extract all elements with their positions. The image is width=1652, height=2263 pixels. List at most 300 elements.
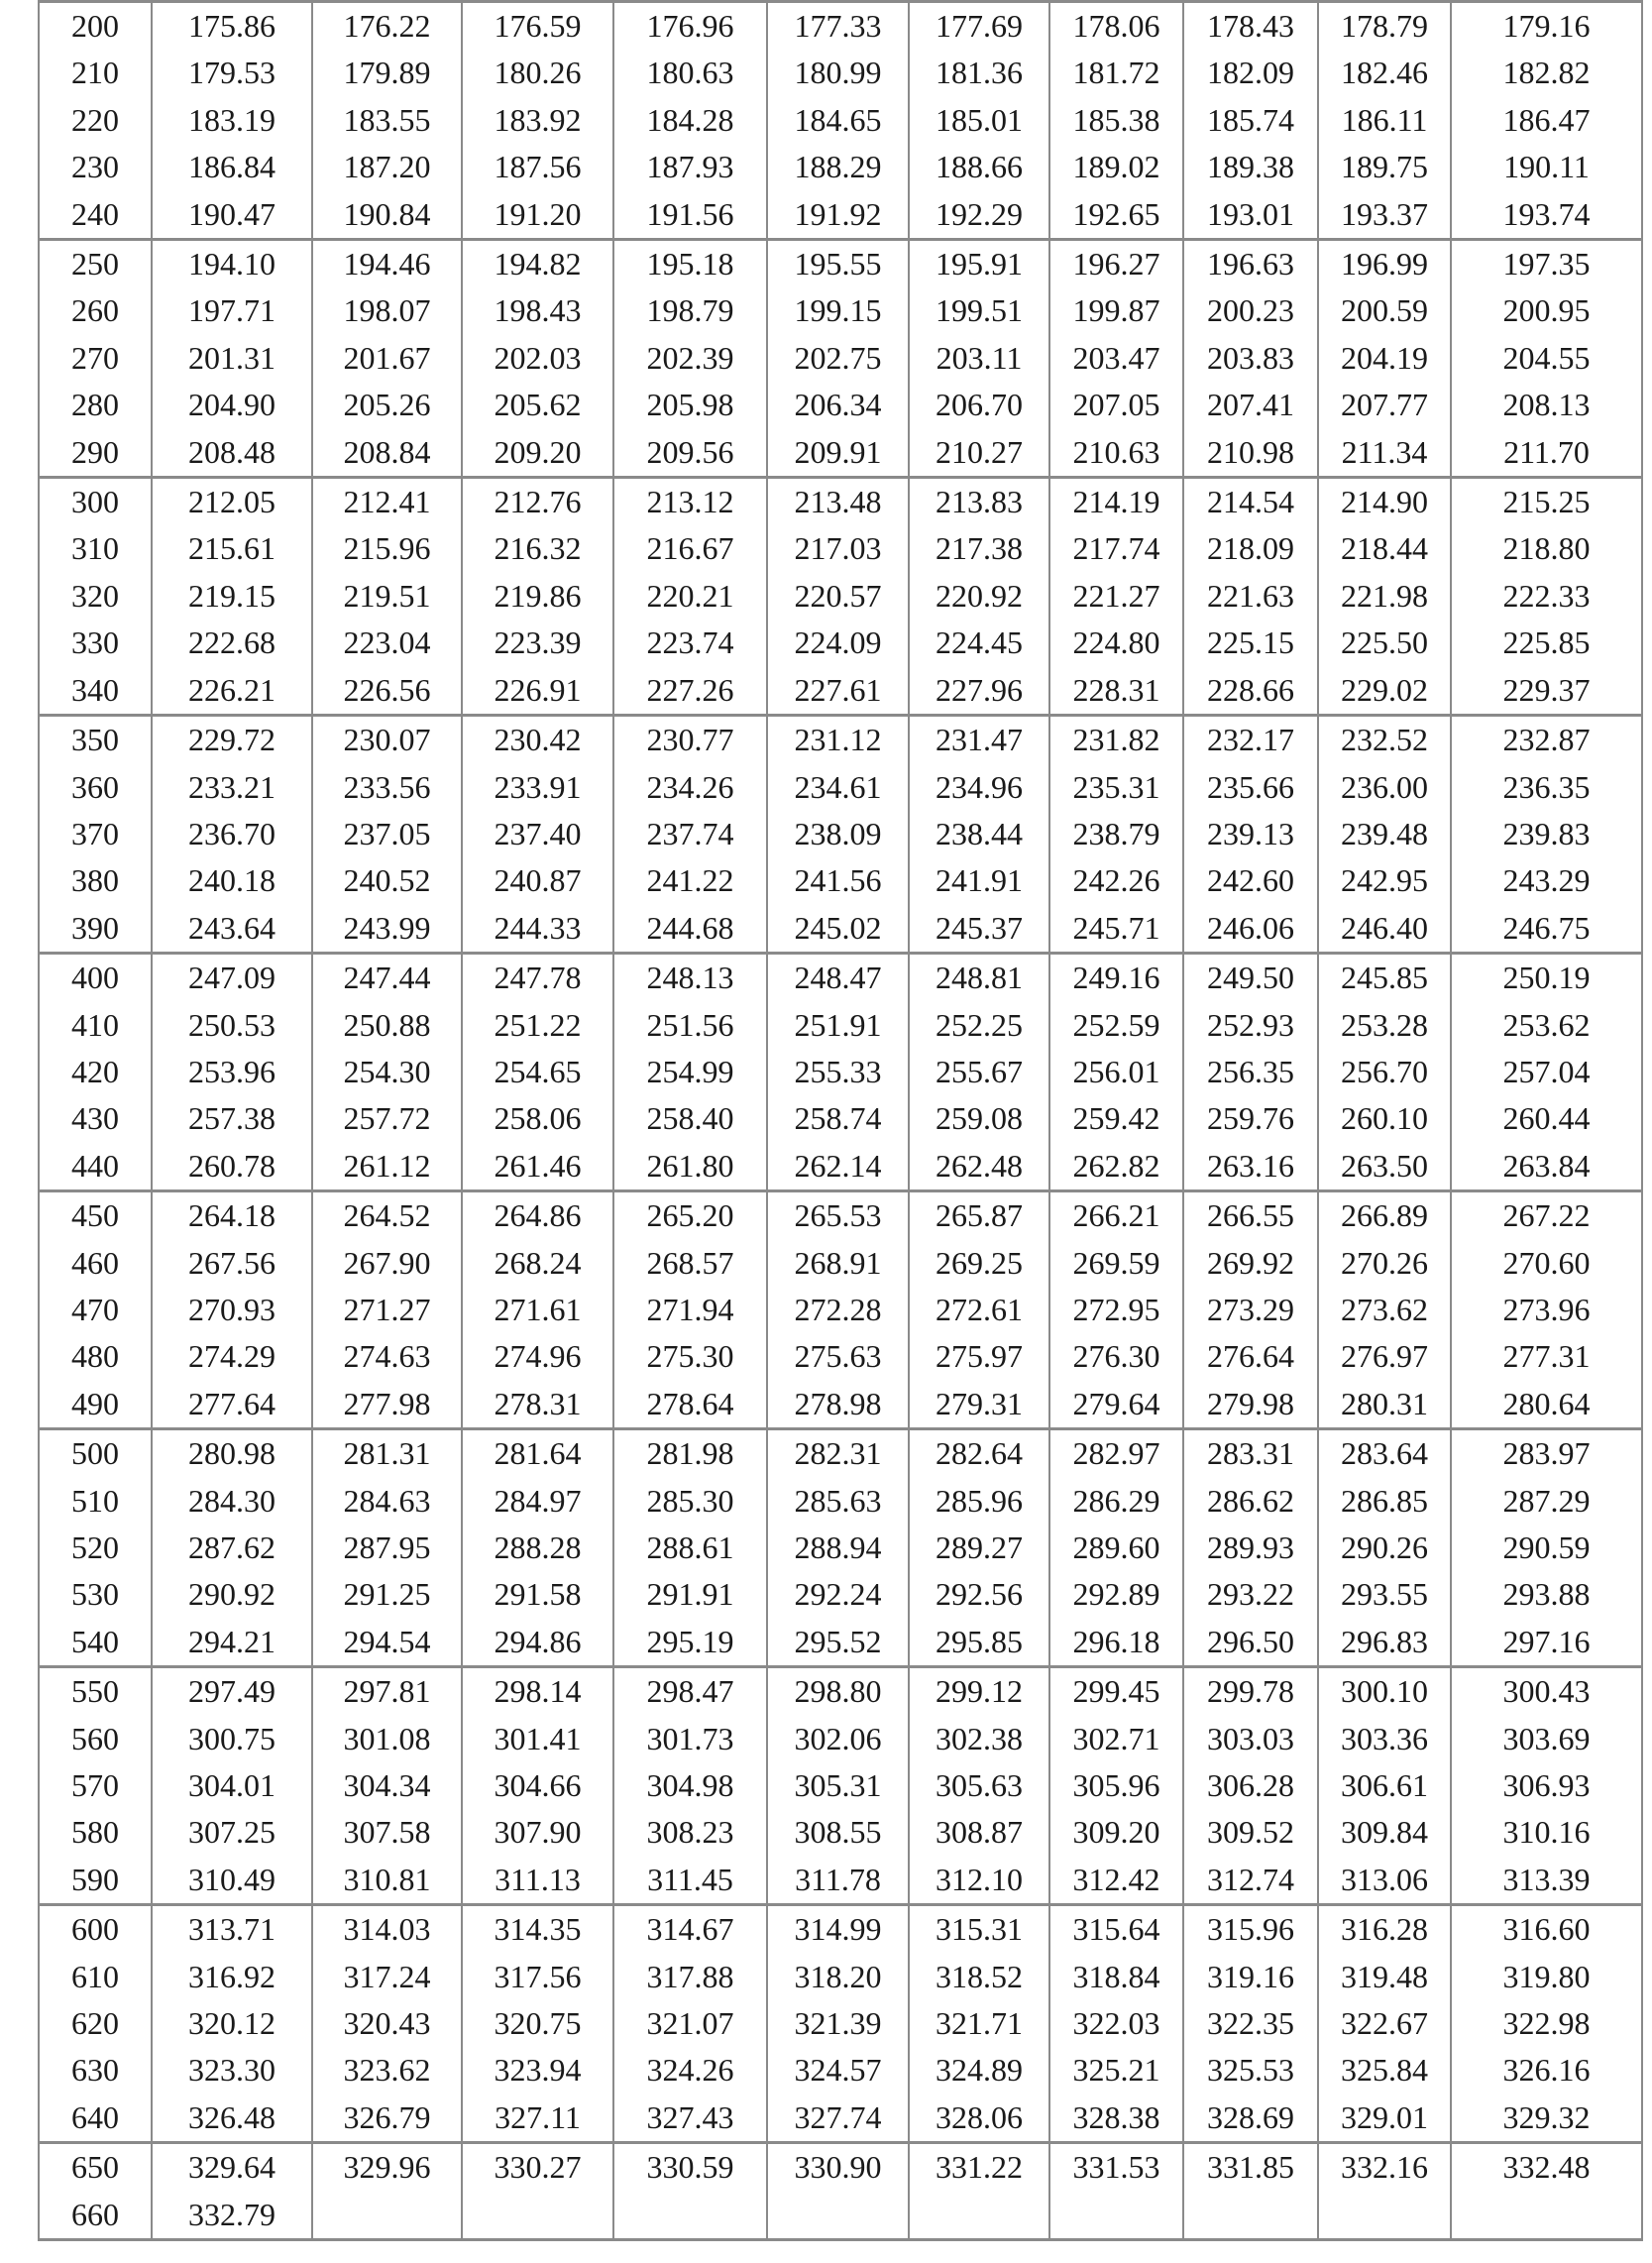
table-cell: 330.59 [613,2143,767,2192]
table-cell: 252.59 [1049,1002,1183,1049]
row-key-cell: 550 [39,1667,152,1716]
table-cell: 285.30 [613,1478,767,1525]
table-cell: 267.90 [312,1240,462,1287]
table-row [39,1333,1642,1380]
table-cell: 257.04 [1451,1049,1642,1095]
table-cell: 206.70 [909,382,1049,428]
table-cell: 310.16 [1451,1809,1642,1856]
table-cell: 226.56 [312,667,462,716]
table-row [39,905,1642,954]
table-cell: 199.15 [767,287,909,334]
table-cell: 228.66 [1183,667,1318,716]
table-cell: 326.79 [312,2094,462,2143]
table-row [39,2047,1642,2093]
table-cell: 200.59 [1318,287,1451,334]
table-cell: 263.84 [1451,1143,1642,1191]
table-cell: 198.43 [462,287,613,334]
table-cell: 273.62 [1318,1287,1451,1333]
table-cell: 238.44 [909,811,1049,857]
table-row [39,382,1642,428]
table-row [39,1857,1642,1905]
table-cell: 318.20 [767,1954,909,2000]
table-cell: 284.63 [312,1478,462,1525]
table-cell: 279.31 [909,1381,1049,1429]
table-cell: 287.62 [152,1525,312,1571]
table-cell: 318.52 [909,1954,1049,2000]
table-cell: 181.36 [909,50,1049,96]
table-row [39,1240,1642,1287]
table-cell: 219.86 [462,573,613,620]
table-row [39,191,1642,240]
table-cell: 249.16 [1049,954,1183,1002]
table-cell: 259.42 [1049,1095,1183,1142]
table-cell: 243.64 [152,905,312,954]
table-cell: 316.92 [152,1954,312,2000]
table-cell: 209.20 [462,429,613,478]
table-cell: 226.21 [152,667,312,716]
row-key-cell: 600 [39,1905,152,1954]
table-cell: 265.87 [909,1191,1049,1240]
table-cell: 194.10 [152,240,312,288]
table-cell [312,2192,462,2240]
table-cell: 314.99 [767,1905,909,1954]
table-cell: 275.97 [909,1333,1049,1380]
table-cell: 222.33 [1451,573,1642,620]
table-cell: 299.12 [909,1667,1049,1716]
table-cell: 185.38 [1049,97,1183,144]
table-cell: 216.32 [462,525,613,572]
table-cell: 177.69 [909,2,1049,51]
table-cell: 301.08 [312,1716,462,1762]
table-cell: 289.27 [909,1525,1049,1571]
table-row [39,1287,1642,1333]
table-cell: 248.13 [613,954,767,1002]
table-cell: 244.68 [613,905,767,954]
table-cell: 186.47 [1451,97,1642,144]
row-key-cell: 590 [39,1857,152,1905]
table-cell: 239.13 [1183,811,1318,857]
table-cell: 318.84 [1049,1954,1183,2000]
table-cell: 288.28 [462,1525,613,1571]
table-cell: 189.75 [1318,144,1451,190]
table-cell: 315.31 [909,1905,1049,1954]
table-cell: 306.93 [1451,1762,1642,1809]
row-key-cell: 570 [39,1762,152,1809]
table-cell: 211.70 [1451,429,1642,478]
table-cell: 277.31 [1451,1333,1642,1380]
table-cell: 232.17 [1183,716,1318,764]
row-key-cell: 640 [39,2094,152,2143]
table-row [39,1619,1642,1667]
table-cell: 299.78 [1183,1667,1318,1716]
table-cell: 329.01 [1318,2094,1451,2143]
row-key-cell: 410 [39,1002,152,1049]
table-cell: 255.33 [767,1049,909,1095]
table-cell: 176.22 [312,2,462,51]
table-cell: 311.13 [462,1857,613,1905]
table-cell: 258.06 [462,1095,613,1142]
table-cell: 241.56 [767,857,909,904]
table-cell: 319.48 [1318,1954,1451,2000]
table-cell: 269.92 [1183,1240,1318,1287]
table-cell: 255.67 [909,1049,1049,1095]
row-key-cell: 390 [39,905,152,954]
table-cell: 271.27 [312,1287,462,1333]
table-cell: 311.78 [767,1857,909,1905]
table-cell: 192.65 [1049,191,1183,240]
table-cell: 198.79 [613,287,767,334]
table-cell: 203.11 [909,335,1049,382]
table-row [39,1002,1642,1049]
table-row [39,2000,1642,2047]
table-cell: 191.92 [767,191,909,240]
table-cell: 323.62 [312,2047,462,2093]
table-cell: 276.30 [1049,1333,1183,1380]
table-cell: 264.52 [312,1191,462,1240]
table-cell: 307.58 [312,1809,462,1856]
table-cell: 327.11 [462,2094,613,2143]
table-cell: 308.87 [909,1809,1049,1856]
table-cell: 214.90 [1318,478,1451,526]
table-cell: 233.56 [312,764,462,811]
table-cell: 188.66 [909,144,1049,190]
table-cell: 209.56 [613,429,767,478]
row-key-cell: 470 [39,1287,152,1333]
table-row [39,1095,1642,1142]
table-cell: 221.63 [1183,573,1318,620]
table-cell: 268.91 [767,1240,909,1287]
row-key-cell: 250 [39,240,152,288]
table-cell: 310.81 [312,1857,462,1905]
table-cell: 185.74 [1183,97,1318,144]
table-cell: 280.31 [1318,1381,1451,1429]
table-cell: 326.48 [152,2094,312,2143]
table-row [39,429,1642,478]
table-row [39,2192,1642,2240]
table-cell: 305.31 [767,1762,909,1809]
table-cell: 182.82 [1451,50,1642,96]
table-cell: 288.61 [613,1525,767,1571]
table-cell: 303.36 [1318,1716,1451,1762]
table-row [39,1191,1642,1240]
row-key-cell: 200 [39,2,152,51]
table-cell: 295.85 [909,1619,1049,1667]
table-row [39,240,1642,288]
table-row [39,144,1642,190]
table-cell: 284.97 [462,1478,613,1525]
row-key-cell: 320 [39,573,152,620]
row-key-cell: 650 [39,2143,152,2192]
table-cell: 331.22 [909,2143,1049,2192]
table-cell: 211.34 [1318,429,1451,478]
table-cell: 332.48 [1451,2143,1642,2192]
table-cell: 180.63 [613,50,767,96]
table-cell: 196.99 [1318,240,1451,288]
table-cell: 259.76 [1183,1095,1318,1142]
table-cell: 184.28 [613,97,767,144]
table-cell: 319.16 [1183,1954,1318,2000]
table-cell: 199.87 [1049,287,1183,334]
row-key-cell: 580 [39,1809,152,1856]
table-cell: 227.26 [613,667,767,716]
table-cell: 322.35 [1183,2000,1318,2047]
table-cell: 240.52 [312,857,462,904]
table-cell: 276.64 [1183,1333,1318,1380]
table-cell: 253.28 [1318,1002,1451,1049]
row-key-cell: 630 [39,2047,152,2093]
table-row [39,97,1642,144]
table-cell: 281.31 [312,1429,462,1478]
table-cell: 264.18 [152,1191,312,1240]
table-cell: 258.40 [613,1095,767,1142]
table-cell: 185.01 [909,97,1049,144]
row-key-cell: 480 [39,1333,152,1380]
table-cell: 226.91 [462,667,613,716]
table-cell: 201.31 [152,335,312,382]
table-cell: 297.49 [152,1667,312,1716]
table-cell: 324.89 [909,2047,1049,2093]
table-cell: 265.53 [767,1191,909,1240]
table-cell: 273.29 [1183,1287,1318,1333]
table-cell: 328.69 [1183,2094,1318,2143]
table-cell: 283.31 [1183,1429,1318,1478]
table-cell: 237.74 [613,811,767,857]
table-cell: 235.31 [1049,764,1183,811]
table-cell: 323.30 [152,2047,312,2093]
table-cell: 186.84 [152,144,312,190]
table-row [39,2,1642,51]
table-cell: 314.03 [312,1905,462,1954]
table-cell: 215.96 [312,525,462,572]
table-cell: 264.86 [462,1191,613,1240]
table-cell: 206.34 [767,382,909,428]
table-cell: 266.21 [1049,1191,1183,1240]
table-cell: 179.16 [1451,2,1642,51]
table-row [39,287,1642,334]
table-cell: 305.63 [909,1762,1049,1809]
table-cell: 282.31 [767,1429,909,1478]
table-cell: 312.74 [1183,1857,1318,1905]
table-cell: 184.65 [767,97,909,144]
table-row [39,525,1642,572]
table-cell: 207.77 [1318,382,1451,428]
row-key-cell: 500 [39,1429,152,1478]
table-cell: 298.47 [613,1667,767,1716]
table-cell: 232.87 [1451,716,1642,764]
table-cell: 217.38 [909,525,1049,572]
table-cell: 295.19 [613,1619,767,1667]
table-row [39,1381,1642,1429]
table-cell: 179.89 [312,50,462,96]
table-cell: 317.56 [462,1954,613,2000]
table-cell: 307.25 [152,1809,312,1856]
table-cell: 215.25 [1451,478,1642,526]
table-row [39,50,1642,96]
table-cell: 194.82 [462,240,613,288]
table-cell [1451,2192,1642,2240]
table-cell: 233.91 [462,764,613,811]
row-key-cell: 330 [39,620,152,666]
table-cell: 297.81 [312,1667,462,1716]
table-cell: 325.21 [1049,2047,1183,2093]
table-cell: 296.83 [1318,1619,1451,1667]
table-cell: 290.59 [1451,1525,1642,1571]
table-cell: 190.11 [1451,144,1642,190]
table-cell: 309.52 [1183,1809,1318,1856]
table-cell: 195.55 [767,240,909,288]
row-key-cell: 520 [39,1525,152,1571]
table-cell: 279.64 [1049,1381,1183,1429]
table-cell: 228.31 [1049,667,1183,716]
table-cell: 202.03 [462,335,613,382]
table-cell: 297.16 [1451,1619,1642,1667]
table-cell: 256.70 [1318,1049,1451,1095]
table-cell: 219.51 [312,573,462,620]
table-cell: 250.53 [152,1002,312,1049]
table-cell: 285.96 [909,1478,1049,1525]
table-cell: 325.53 [1183,2047,1318,2093]
table-cell: 291.25 [312,1571,462,1618]
table-cell: 215.61 [152,525,312,572]
table-cell: 321.71 [909,2000,1049,2047]
table-row [39,1716,1642,1762]
table-cell: 331.53 [1049,2143,1183,2192]
table-cell: 196.27 [1049,240,1183,288]
table-cell: 210.27 [909,429,1049,478]
table-cell: 274.29 [152,1333,312,1380]
table-cell: 249.50 [1183,954,1318,1002]
table-cell: 201.67 [312,335,462,382]
table-cell: 183.55 [312,97,462,144]
table-cell: 212.41 [312,478,462,526]
row-key-cell: 280 [39,382,152,428]
table-cell: 262.14 [767,1143,909,1191]
table-cell: 196.63 [1183,240,1318,288]
table-cell: 288.94 [767,1525,909,1571]
table-cell: 267.56 [152,1240,312,1287]
table-cell: 204.55 [1451,335,1642,382]
table-cell: 245.71 [1049,905,1183,954]
table-cell: 291.58 [462,1571,613,1618]
table-cell: 296.50 [1183,1619,1318,1667]
table-cell: 248.81 [909,954,1049,1002]
table-cell: 269.25 [909,1240,1049,1287]
table-cell: 194.46 [312,240,462,288]
table-cell: 314.35 [462,1905,613,1954]
table-cell: 329.64 [152,2143,312,2192]
table-cell: 220.92 [909,573,1049,620]
table-cell: 287.29 [1451,1478,1642,1525]
table-cell: 238.79 [1049,811,1183,857]
table-cell: 273.96 [1451,1287,1642,1333]
table-cell: 298.14 [462,1667,613,1716]
table-cell: 230.07 [312,716,462,764]
table-cell: 275.63 [767,1333,909,1380]
table-cell: 183.92 [462,97,613,144]
table-cell: 304.98 [613,1762,767,1809]
table-cell: 324.26 [613,2047,767,2093]
table-cell: 271.61 [462,1287,613,1333]
table-cell [909,2192,1049,2240]
table-cell: 326.16 [1451,2047,1642,2093]
table-cell: 230.42 [462,716,613,764]
table-cell: 313.71 [152,1905,312,1954]
table-cell: 186.11 [1318,97,1451,144]
table-cell: 193.37 [1318,191,1451,240]
table-cell: 208.13 [1451,382,1642,428]
table-cell: 236.00 [1318,764,1451,811]
table-cell: 331.85 [1183,2143,1318,2192]
table-cell: 274.96 [462,1333,613,1380]
table-cell: 323.94 [462,2047,613,2093]
row-key-cell: 510 [39,1478,152,1525]
table-cell: 314.67 [613,1905,767,1954]
table-cell: 189.38 [1183,144,1318,190]
table-cell: 322.67 [1318,2000,1451,2047]
row-key-cell: 540 [39,1619,152,1667]
table-cell: 223.04 [312,620,462,666]
table-cell: 182.46 [1318,50,1451,96]
table-cell: 217.03 [767,525,909,572]
table-cell: 322.98 [1451,2000,1642,2047]
table-cell: 303.03 [1183,1716,1318,1762]
table-cell: 300.75 [152,1716,312,1762]
table-cell: 321.39 [767,2000,909,2047]
table-cell: 187.93 [613,144,767,190]
row-key-cell: 560 [39,1716,152,1762]
table-cell: 250.19 [1451,954,1642,1002]
table-cell: 283.97 [1451,1429,1642,1478]
table-row [39,1571,1642,1618]
row-key-cell: 610 [39,1954,152,2000]
table-cell: 262.48 [909,1143,1049,1191]
table-cell: 195.91 [909,240,1049,288]
table-cell: 243.99 [312,905,462,954]
table-cell: 328.38 [1049,2094,1183,2143]
table-cell: 234.61 [767,764,909,811]
table-cell: 263.16 [1183,1143,1318,1191]
row-key-cell: 360 [39,764,152,811]
table-cell: 209.91 [767,429,909,478]
table-row [39,1525,1642,1571]
table-cell: 313.06 [1318,1857,1451,1905]
table-cell: 308.55 [767,1809,909,1856]
table-cell: 261.80 [613,1143,767,1191]
table-cell: 254.99 [613,1049,767,1095]
table-cell: 278.64 [613,1381,767,1429]
table-cell: 276.97 [1318,1333,1451,1380]
table-cell: 246.06 [1183,905,1318,954]
table-cell: 294.54 [312,1619,462,1667]
table-cell: 312.42 [1049,1857,1183,1905]
table-row [39,716,1642,764]
row-key-cell: 300 [39,478,152,526]
row-key-cell: 220 [39,97,152,144]
table-cell: 300.43 [1451,1667,1642,1716]
table-cell: 210.98 [1183,429,1318,478]
table-cell: 223.39 [462,620,613,666]
table-cell: 208.48 [152,429,312,478]
table-row [39,1905,1642,1954]
table-cell: 269.59 [1049,1240,1183,1287]
row-key-cell: 270 [39,335,152,382]
table-cell: 305.96 [1049,1762,1183,1809]
table-cell: 306.61 [1318,1762,1451,1809]
table-cell: 222.68 [152,620,312,666]
table-cell [462,2192,613,2240]
table-cell: 302.38 [909,1716,1049,1762]
table-cell: 287.95 [312,1525,462,1571]
